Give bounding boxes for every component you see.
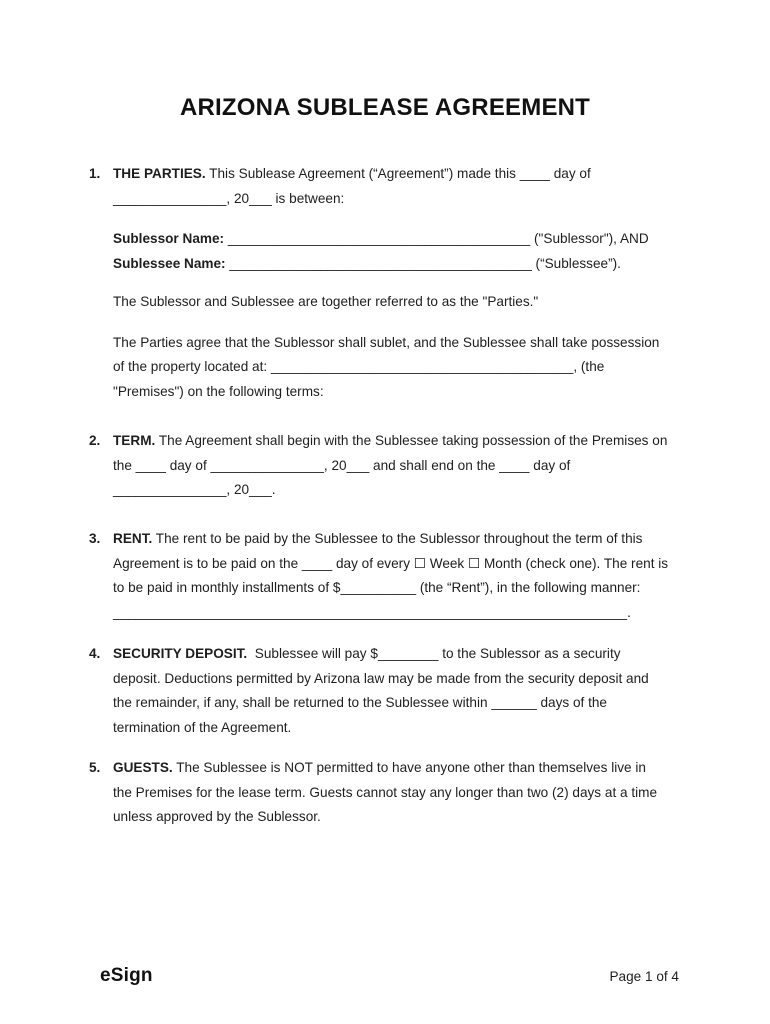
section-heading: TERM.: [113, 433, 156, 448]
body-text: "Premises") on the following terms:: [113, 384, 324, 399]
body-text: _______________, 20___ is between:: [113, 191, 345, 206]
body-text: _______________, 20___.: [113, 482, 276, 497]
body-text: The Agreement shall begin with the Sublessee taking possession of the Premises on: [155, 433, 668, 448]
field-label: Sublessee Name:: [113, 256, 226, 271]
blank-field: ________________________________________ ("Sublessor"), AND: [224, 231, 649, 246]
section-number: 1.: [89, 166, 101, 181]
body-text: The rent to be paid by the Sublessee to the Sublessor throughout the term of this: [152, 531, 643, 546]
section-heading: GUESTS.: [113, 760, 173, 775]
page-number: Page 1 of 4: [609, 969, 679, 984]
section-heading: SECURITY DEPOSIT.: [113, 646, 248, 661]
body-text: The Sublessee is NOT permitted to have anyone other than themselves live in: [172, 760, 646, 775]
body-text: of the property located at: ________________________________________, (the: [113, 359, 605, 374]
body-text: The Sublessor and Sublessee are together referred to as the "Parties.": [113, 294, 539, 309]
body-text: the Premises for the lease term. Guests cannot stay any longer than two (2) days at a time: [113, 785, 658, 800]
section-security-line-1: [113, 646, 621, 661]
blank-field: ________________________________________ (“Sublessee”).: [225, 256, 621, 271]
body-text: Sublessee will pay $________ to the Sublessor as a security: [247, 646, 621, 661]
section-number: 4.: [89, 646, 101, 661]
section-rent-line-1: [113, 531, 642, 546]
field-label: Sublessor Name:: [113, 231, 225, 246]
blank-line: ____________________________________________________________________.: [113, 605, 631, 620]
body-text: unless approved by the Sublessor.: [113, 809, 321, 824]
section-parties-line-1: [113, 166, 591, 181]
sublessee-name-line: [113, 256, 621, 271]
body-text: the ____ day of _______________, 20___ and shall end on the ____ day of: [113, 458, 571, 473]
body-text: to be paid in monthly installments of $__________ (the “Rent”), in the following manner:: [113, 580, 641, 595]
body-text: The Parties agree that the Sublessor shall sublet, and the Sublessee shall take possession: [113, 335, 660, 350]
section-guests-line-1: [113, 760, 646, 775]
section-number: 3.: [89, 531, 101, 546]
body-text: the remainder, if any, shall be returned to the Sublessee within ______ days of the: [113, 695, 607, 710]
section-number: 2.: [89, 433, 101, 448]
sublessor-name-line: [113, 231, 649, 246]
esign-logo: eSign: [100, 965, 153, 986]
document-title: ARIZONA SUBLEASE AGREEMENT: [179, 94, 591, 121]
body-text: This Sublease Agreement (“Agreement”) made this ____ day of: [205, 166, 591, 181]
section-number: 5.: [89, 760, 101, 775]
section-heading: THE PARTIES.: [113, 166, 206, 181]
body-text: Agreement is to be paid on the ____ day of every ☐ Week ☐ Month (check one). The rent is: [113, 556, 669, 571]
body-text: termination of the Agreement.: [113, 720, 292, 735]
body-text: deposit. Deductions permitted by Arizona law may be made from the security deposit and: [113, 671, 649, 686]
section-term-line-1: [113, 433, 667, 448]
section-heading: RENT.: [113, 531, 153, 546]
